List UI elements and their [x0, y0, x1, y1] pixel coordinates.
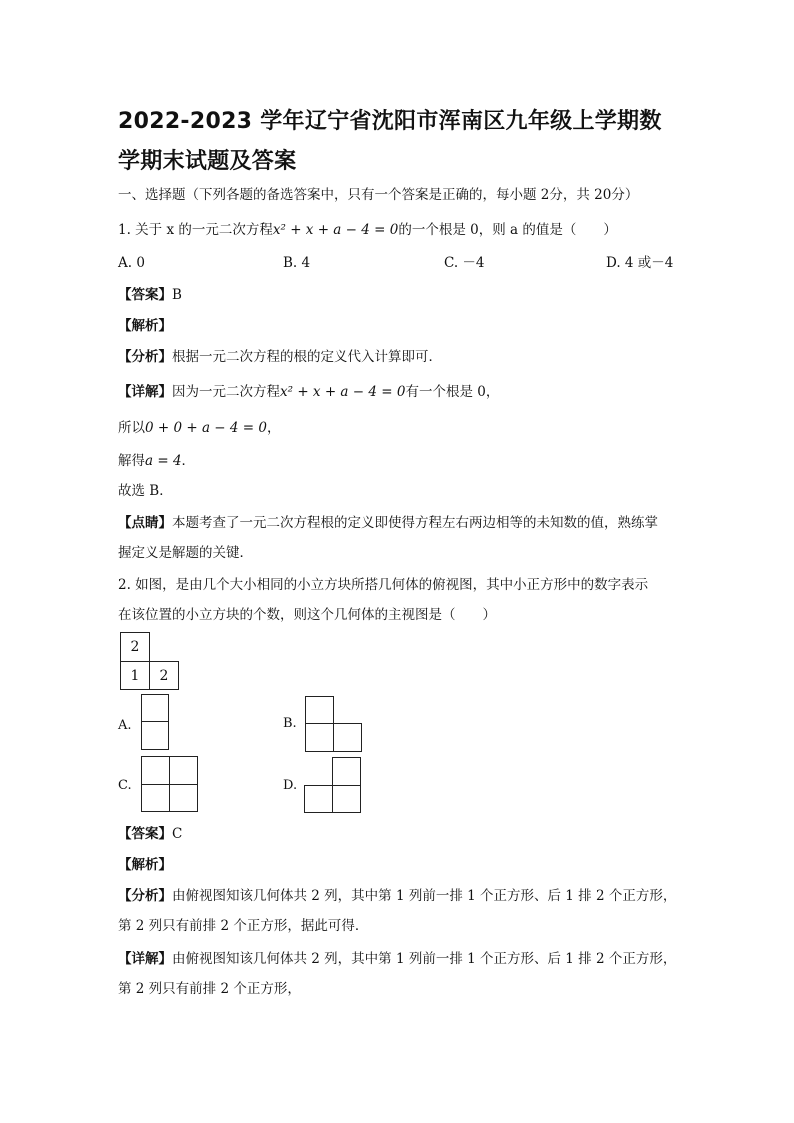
figure-square: [332, 757, 361, 786]
figure-square: [169, 756, 198, 785]
q2-answer: [118, 824, 182, 844]
q2-option-a-label: A.: [118, 718, 132, 733]
q1-answer: [118, 285, 182, 305]
q1-step2: [118, 451, 195, 471]
q1-step1-pre: 所以: [118, 420, 145, 436]
figure-square: [169, 784, 198, 812]
q1-stem-post: 的一个根是 0，则 a 的值是（ ）: [398, 222, 617, 238]
q1-xiangjie-eq: x² + x + a − 4 = 0: [280, 384, 406, 400]
q1-step2-eq: a = 4: [145, 453, 182, 469]
fenxi-tag: 【分析】: [118, 888, 172, 904]
dianjing-tag: 【点睛】: [118, 515, 172, 531]
q1-step1: [118, 418, 280, 438]
q1-xiangjie-post: 有一个根是 0，: [405, 384, 500, 400]
q1-option-d: D. 4 或－4: [606, 255, 674, 271]
figure-square: [141, 756, 170, 785]
q2-stem-line1: 2. 如图，是由几个大小相同的小立方块所搭几何体的俯视图，其中小正方形中的数字表示: [118, 577, 649, 593]
figure-square: [333, 723, 362, 752]
grid-cell-front-left: 1: [120, 661, 150, 690]
q1-step1-post: ，: [266, 420, 281, 436]
answer-tag: 【答案】: [118, 287, 172, 303]
q1-analysis-heading: [118, 316, 172, 336]
q1-option-a: A. 0: [118, 255, 145, 271]
q1-dianjing-line2: 握定义是解题的关键．: [118, 545, 253, 561]
q1-answer-value: B: [172, 287, 182, 303]
q2-stem-line2: 在该位置的小立方块的个数，则这个几何体的主视图是（ ）: [118, 607, 496, 623]
q1-equation: x² + x + a − 4 = 0: [272, 222, 399, 238]
q1-xiangjie: [118, 382, 499, 402]
q1-dianjing-line1: [118, 513, 658, 533]
analysis-tag: 【解析】: [118, 857, 172, 873]
q1-step2-pre: 解得: [118, 453, 145, 469]
xiangjie-tag: 【详解】: [118, 384, 172, 400]
page-title: 2022-2023 学年辽宁省沈阳市浑南区九年级上学期数学期末试题及答案: [118, 109, 662, 174]
q2-xiangjie-text1: 由俯视图知该几何体共 2 列，其中第 1 列前一排 1 个正方形、后 1 排 2 个正方形，: [172, 951, 677, 967]
q1-fenxi: [118, 347, 442, 367]
q1-stem: [118, 220, 617, 240]
figure-square: [305, 723, 334, 752]
q2-option-c-label: C.: [118, 778, 132, 793]
q1-stem-pre: 1. 关于 x 的一元二次方程: [118, 222, 273, 238]
figure-square: [332, 785, 361, 813]
q2-analysis-heading: [118, 855, 172, 875]
grid-cell-back-left: 2: [120, 632, 150, 662]
q2-xiangjie-line2: 第 2 列只有前排 2 个正方形，: [118, 981, 301, 997]
answer-tag: 【答案】: [118, 826, 172, 842]
section-header: 一、选择题（下列各题的备选答案中，只有一个答案是正确的，每小题 2分，共 20分）: [118, 187, 639, 203]
fenxi-tag: 【分析】: [118, 349, 172, 365]
q2-option-d-label: D.: [283, 778, 298, 793]
xiangjie-tag: 【详解】: [118, 951, 172, 967]
figure-square: [141, 721, 169, 750]
q1-option-b: B. 4: [283, 255, 311, 271]
figure-square: [304, 785, 333, 813]
q2-answer-value: C: [172, 826, 183, 842]
figure-square: [141, 694, 169, 722]
q1-option-c: C. －4: [444, 255, 485, 271]
q2-xiangjie-line1: [118, 949, 676, 969]
q1-xiangjie-pre: 因为一元二次方程: [172, 384, 280, 400]
q2-fenxi-line2: 第 2 列只有前排 2 个正方形，据此可得．: [118, 918, 369, 934]
q1-fenxi-text: 根据一元二次方程的根的定义代入计算即可．: [172, 349, 442, 365]
figure-square: [141, 784, 170, 812]
q1-dianjing-text1: 本题考查了一元二次方程根的定义即使得方程左右两边相等的未知数的值，熟练掌: [172, 515, 658, 531]
grid-cell-front-right: 2: [149, 661, 179, 690]
q2-fenxi-text1: 由俯视图知该几何体共 2 列，其中第 1 列前一排 1 个正方形、后 1 排 2 个正方形，: [172, 888, 677, 904]
q2-option-b-label: B.: [283, 716, 297, 731]
analysis-tag: 【解析】: [118, 318, 172, 334]
q1-step1-eq: 0 + 0 + a − 4 = 0: [145, 420, 267, 436]
figure-square: [305, 696, 334, 724]
q1-step2-post: ．: [181, 453, 196, 469]
q2-fenxi-line1: [118, 886, 676, 906]
q1-choose: 故选 B．: [118, 483, 173, 499]
